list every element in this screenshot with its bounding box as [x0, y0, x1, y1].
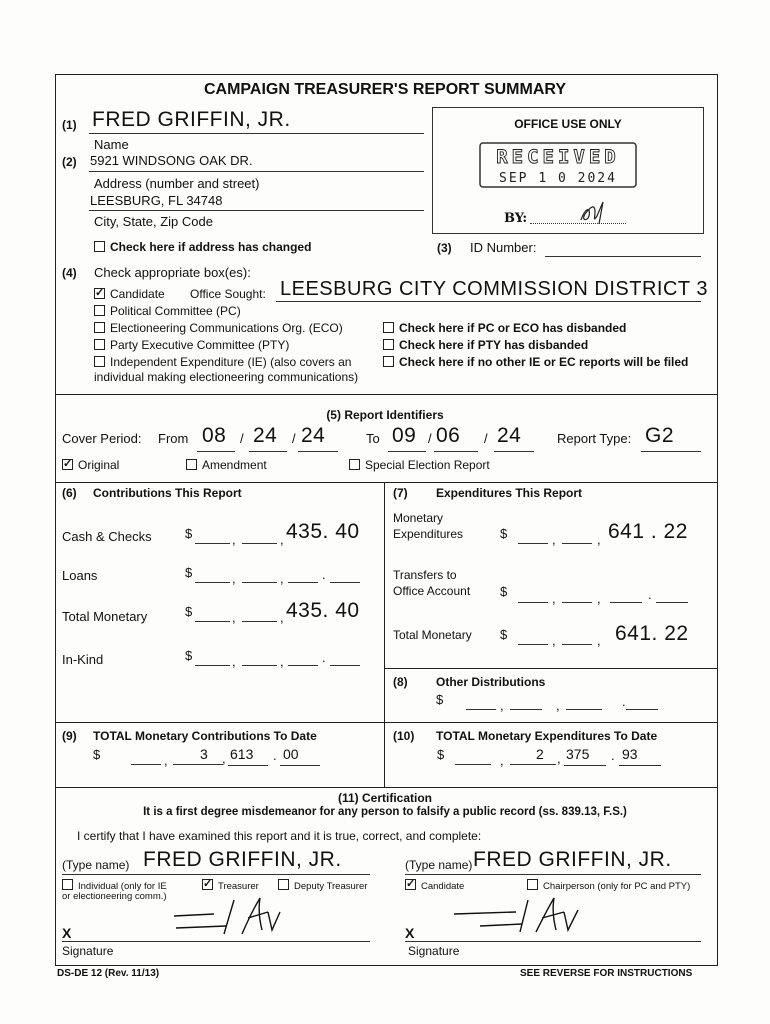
to-day[interactable]: 06 [436, 424, 461, 447]
left-signature-line [62, 941, 370, 942]
contrib-to-date-thousands[interactable]: 3 [200, 746, 208, 762]
total-monetary-contrib-value[interactable]: 435. 40 [286, 599, 360, 622]
right-signer-name[interactable]: FRED GRIFFIN, JR. [473, 848, 672, 871]
total-expenditures-title: TOTAL Monetary Expenditures To Date [436, 729, 658, 743]
amount-blank [330, 652, 360, 666]
divider-section5 [55, 394, 718, 395]
contributions-title: Contributions This Report [93, 486, 242, 500]
amount-blank [242, 652, 277, 666]
from-day[interactable]: 24 [253, 424, 278, 447]
right-name-line [405, 874, 701, 875]
ie-label: Independent Expenditure (IE) (also covers an [110, 355, 352, 369]
pc-eco-disbanded-checkbox[interactable] [383, 321, 626, 335]
ie-checkbox[interactable] [94, 355, 351, 369]
amount-blank [195, 608, 230, 622]
office-use-label: OFFICE USE ONLY [514, 117, 622, 131]
left-name-line [62, 874, 370, 875]
cash-checks-value[interactable]: 435. 40 [286, 520, 360, 543]
right-signature-label: Signature [408, 944, 460, 958]
to-month[interactable]: 09 [392, 424, 417, 447]
section10-number: (10) [393, 729, 415, 743]
cash-checks-label: Cash & Checks [62, 529, 152, 544]
currency-symbol: $ [185, 604, 193, 619]
amount-blank [330, 569, 360, 583]
total-contributions-title: TOTAL Monetary Contributions To Date [93, 729, 317, 743]
pty-disbanded-label: Check here if PTY has disbanded [399, 338, 589, 352]
from-month[interactable]: 08 [202, 424, 227, 447]
by-label: BY: [504, 211, 528, 226]
currency-symbol: $ [93, 747, 101, 762]
x-mark-left: X [62, 925, 72, 941]
contrib-to-date-units[interactable]: 613 [230, 746, 254, 762]
other-distributions-title: Other Distributions [436, 675, 546, 689]
currency-symbol: $ [500, 627, 508, 642]
address-changed-checkbox[interactable] [94, 240, 311, 254]
id-number-field[interactable] [545, 256, 701, 257]
amount-blank [562, 589, 592, 603]
instructions-note: SEE REVERSE FOR INSTRUCTIONS [520, 968, 693, 979]
id-number-label: ID Number: [470, 240, 537, 255]
cents-line [619, 765, 661, 766]
amount-blank [173, 751, 223, 765]
amount-blank [566, 696, 602, 710]
eco-label: Electioneering Communications Org. (ECO) [110, 321, 343, 335]
divider-section8 [384, 668, 718, 669]
right-signature-icon[interactable] [450, 890, 590, 938]
special-election-label: Special Election Report [365, 458, 490, 472]
report-type-label: Report Type: [557, 431, 632, 446]
candidate-cert-label: Candidate [421, 881, 465, 892]
report-type-value[interactable]: G2 [645, 424, 675, 447]
divider-section6 [55, 482, 718, 483]
form-title: CAMPAIGN TREASURER'S REPORT SUMMARY [203, 81, 567, 98]
svg-text:SEP 1 0 2024: SEP 1 0 2024 [499, 171, 617, 186]
type-name-label-left: (Type name) [62, 858, 130, 872]
pc-checkbox[interactable] [94, 304, 241, 318]
cover-period-label: Cover Period: [62, 431, 142, 446]
exp-to-date-units[interactable]: 375 [566, 746, 590, 762]
address-changed-box[interactable] [94, 241, 105, 252]
divider-section11 [55, 787, 718, 788]
exp-to-date-cents[interactable]: 93 [622, 746, 638, 762]
address-value[interactable]: 5921 WINDSONG OAK DR. [90, 153, 253, 168]
address-label: Address (number and street) [94, 176, 260, 191]
section1-number: (1) [62, 118, 77, 132]
exp-to-date-thousands[interactable]: 2 [536, 746, 544, 762]
to-month-line [388, 451, 426, 452]
form-id: DS-DE 12 (Rev. 11/13) [57, 968, 160, 979]
loans-label: Loans [62, 568, 98, 583]
from-label: From [158, 431, 189, 446]
pc-label: Political Committee (PC) [110, 304, 241, 318]
transfers-label: Transfers to [393, 568, 457, 582]
amount-blank [131, 751, 161, 765]
received-stamp-icon [478, 141, 638, 189]
amount-blank [195, 652, 230, 666]
deputy-treasurer-label: Deputy Treasurer [294, 881, 368, 892]
to-year-line [494, 451, 534, 452]
no-other-reports-label: Check here if no other IE or EC reports will be filed [399, 355, 689, 369]
total-monetary-contrib-label: Total Monetary [62, 609, 148, 624]
divider-vertical [384, 482, 385, 787]
special-election-checkbox[interactable] [349, 458, 490, 472]
no-other-reports-checkbox[interactable] [383, 355, 688, 369]
section6-number: (6) [62, 486, 77, 500]
city-label: City, State, Zip Code [94, 214, 213, 229]
check-boxes-label: Check appropriate box(es): [94, 265, 251, 280]
left-signature-label: Signature [62, 944, 114, 958]
amount-blank [510, 751, 556, 765]
in-kind-label: In-Kind [62, 652, 104, 667]
amendment-label: Amendment [202, 458, 267, 472]
eco-checkbox[interactable] [94, 321, 343, 335]
from-year[interactable]: 24 [301, 424, 326, 447]
office-sought-line [276, 301, 701, 302]
ie-continuation: individual making electioneering communications) [94, 370, 359, 384]
x-mark-right: X [405, 925, 415, 941]
currency-symbol: $ [185, 648, 193, 663]
city-value[interactable]: LEESBURG, FL 34748 [90, 193, 223, 208]
currency-symbol: $ [500, 526, 508, 541]
individual-label: Individual (only for IE [78, 881, 167, 892]
city-line [89, 210, 424, 211]
office-account-label: Office Account [393, 584, 471, 598]
amount-blank [455, 751, 491, 765]
pty-checkbox[interactable] [94, 338, 289, 352]
chairperson-label: Chairperson (only for PC and PTY) [543, 881, 691, 892]
currency-symbol: $ [437, 747, 445, 762]
amendment-checkbox[interactable] [186, 458, 267, 472]
monetary-expenditures-value[interactable]: 641 . 22 [608, 520, 688, 543]
from-day-line [249, 451, 287, 452]
deputy-treasurer-checkbox[interactable] [278, 879, 367, 892]
amount-blank [562, 530, 592, 544]
certification-title: (11) Certification [337, 791, 433, 805]
left-signature-icon[interactable] [168, 890, 288, 938]
contrib-to-date-cents[interactable]: 00 [283, 746, 299, 762]
total-monetary-exp-label: Total Monetary [393, 628, 472, 642]
pc-eco-disbanded-label: Check here if PC or ECO has disbanded [399, 321, 627, 335]
amount-blank [195, 530, 230, 544]
original-label: Original [78, 458, 120, 472]
currency-symbol: $ [500, 584, 508, 599]
amount-blank [562, 631, 592, 645]
address-changed-label: Check here if address has changed [110, 240, 312, 254]
amount-blank [518, 631, 548, 645]
treasurer-label: Treasurer [218, 881, 259, 892]
amount-blank [626, 696, 658, 710]
section2-number: (2) [62, 155, 77, 169]
svg-text:RECEIVED: RECEIVED [496, 146, 620, 168]
monetary-label: Monetary [393, 511, 444, 525]
expenditures-title: Expenditures This Report [436, 486, 583, 500]
from-month-line [197, 451, 235, 452]
transfers-value-field[interactable] [610, 589, 642, 603]
section4-number: (4) [62, 266, 77, 280]
candidate-checkbox[interactable] [94, 287, 165, 301]
currency-symbol: $ [436, 692, 444, 707]
to-day-line [434, 451, 478, 452]
to-label: To [366, 431, 380, 446]
amount-blank [518, 589, 548, 603]
name-line [89, 133, 424, 134]
units-line [564, 765, 606, 766]
amount-blank [242, 569, 277, 583]
section8-number: (8) [393, 675, 408, 689]
section9-number: (9) [62, 729, 77, 743]
units-line [228, 765, 268, 766]
right-signature-line [405, 941, 701, 942]
from-year-line [298, 451, 338, 452]
report-type-line [641, 451, 701, 452]
report-identifiers-title: (5) Report Identifiers [326, 408, 444, 422]
amount-blank [242, 530, 277, 544]
type-name-label-right: (Type name) [405, 858, 473, 872]
candidate-box[interactable] [94, 288, 105, 299]
pty-disbanded-checkbox[interactable] [383, 338, 588, 352]
divider-section9 [55, 722, 718, 723]
address-line [89, 171, 424, 172]
certification-warning: It is a first degree misdemeanor for any person to falsify a public record (ss. 839.13, F.S.) [143, 806, 627, 818]
initials-icon [577, 198, 615, 226]
certify-statement: I certify that I have examined this report and it is true, correct, and complete: [77, 829, 482, 843]
left-signer-name[interactable]: FRED GRIFFIN, JR. [143, 848, 342, 871]
section7-number: (7) [393, 486, 408, 500]
currency-symbol: $ [185, 565, 193, 580]
pty-label: Party Executive Committee (PTY) [110, 338, 290, 352]
amount-blank [242, 608, 277, 622]
office-sought-label: Office Sought: [190, 287, 266, 301]
to-year[interactable]: 24 [497, 424, 522, 447]
original-checkbox[interactable] [62, 458, 119, 472]
loans-value-field[interactable] [288, 569, 318, 583]
amount-blank [656, 589, 688, 603]
office-sought-value[interactable]: LEESBURG CITY COMMISSION DISTRICT 3 [280, 278, 708, 300]
candidate-label: Candidate [110, 287, 165, 301]
name-label: Name [94, 137, 129, 152]
in-kind-value-field[interactable] [288, 652, 318, 666]
total-monetary-exp-value[interactable]: 641. 22 [615, 622, 689, 645]
individual-label-2: or electioneering comm.) [62, 891, 167, 902]
amount-blank [195, 569, 230, 583]
currency-symbol: $ [185, 526, 193, 541]
expenditures-label: Expenditures [393, 527, 464, 541]
cents-line [280, 765, 320, 766]
candidate-name-value[interactable]: FRED GRIFFIN, JR. [92, 108, 291, 131]
amount-blank [518, 530, 548, 544]
section3-number: (3) [437, 241, 452, 255]
other-distributions-field[interactable] [466, 696, 496, 710]
amount-blank [510, 696, 542, 710]
